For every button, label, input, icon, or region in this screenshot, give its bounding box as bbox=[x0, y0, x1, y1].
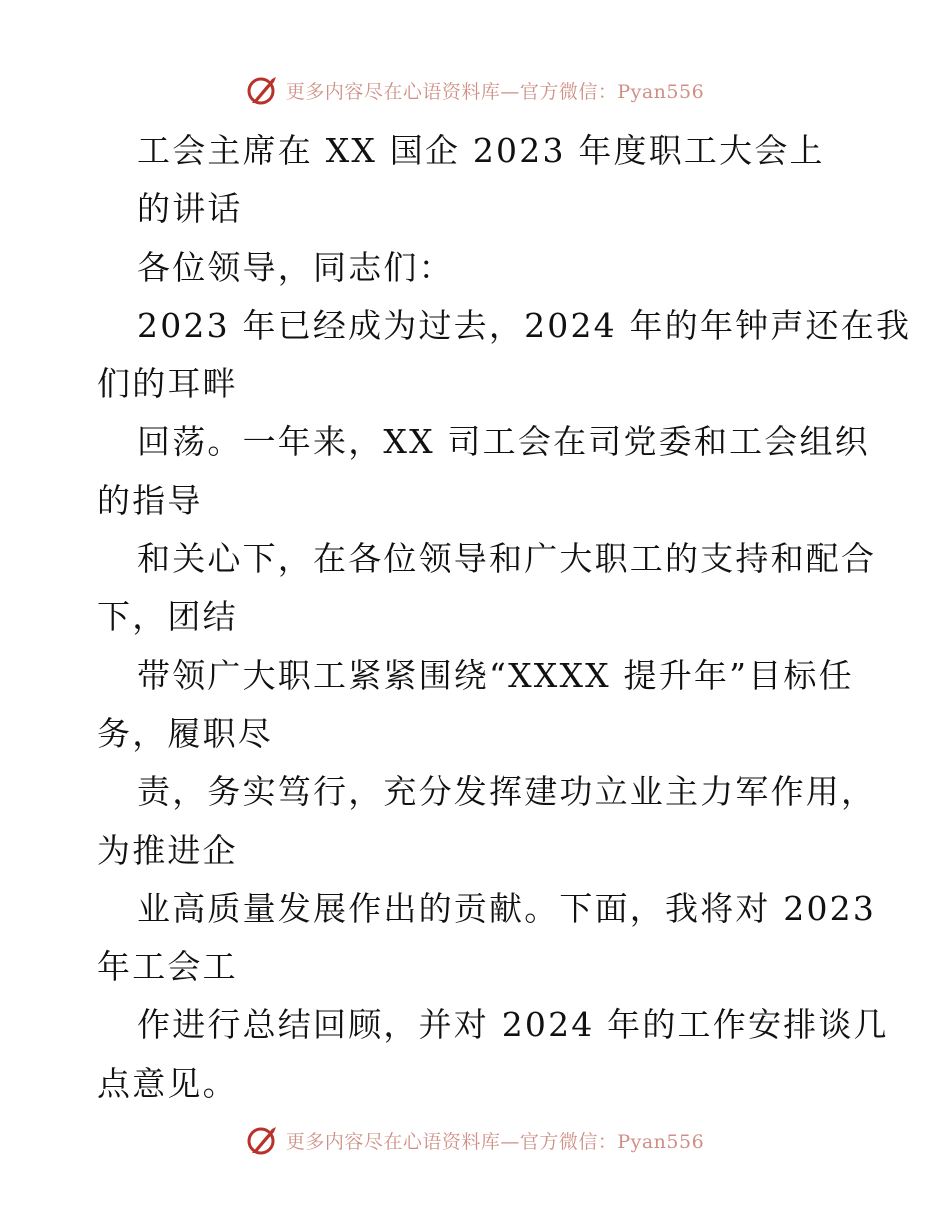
header-banner-text: 更多内容尽在心语资料库—官方微信：Pyan556 bbox=[285, 80, 705, 103]
quill-pen-logo-icon bbox=[246, 73, 280, 107]
paragraph-line: 们的耳畔 bbox=[97, 364, 238, 404]
paragraph-line: 责，务实笃行，充分发挥建功立业主力军作用， bbox=[137, 772, 877, 812]
paragraph-line: 业高质量发展作出的贡献。下面，我将对 2023 bbox=[137, 888, 877, 928]
header-banner bbox=[0, 70, 950, 110]
document-title-line-2: 的讲话 bbox=[137, 189, 243, 229]
paragraph-line: 为推进企 bbox=[97, 830, 238, 870]
footer-banner bbox=[0, 1120, 950, 1160]
footer-banner-text: 更多内容尽在心语资料库—官方微信：Pyan556 bbox=[285, 1130, 705, 1153]
paragraph-line: 和关心下，在各位领导和广大职工的支持和配合 bbox=[137, 539, 877, 579]
document-body bbox=[97, 122, 912, 1113]
paragraph-line: 带领广大职工紧紧围绕“XXXX 提升年”目标任 bbox=[137, 655, 854, 695]
paragraph-line: 作进行总结回顾，并对 2024 年的工作安排谈几 bbox=[137, 1005, 889, 1045]
paragraph-line: 2023 年已经成为过去，2024 年的年钟声还在我 bbox=[137, 305, 912, 345]
quill-pen-logo-icon bbox=[246, 1123, 280, 1157]
paragraph-line: 点意见。 bbox=[97, 1063, 238, 1103]
paragraph-line: 回荡。一年来，XX 司工会在司党委和工会组织 bbox=[137, 422, 870, 462]
paragraph-line: 下，团结 bbox=[97, 597, 238, 637]
paragraph-line: 年工会工 bbox=[97, 947, 238, 987]
paragraph-line: 务，履职尽 bbox=[97, 713, 273, 753]
document-title-line-1: 工会主席在 XX 国企 2023 年度职工大会上 bbox=[137, 131, 825, 170]
paragraph-line: 的指导 bbox=[97, 480, 203, 520]
salutation: 各位领导，同志们： bbox=[137, 247, 454, 287]
